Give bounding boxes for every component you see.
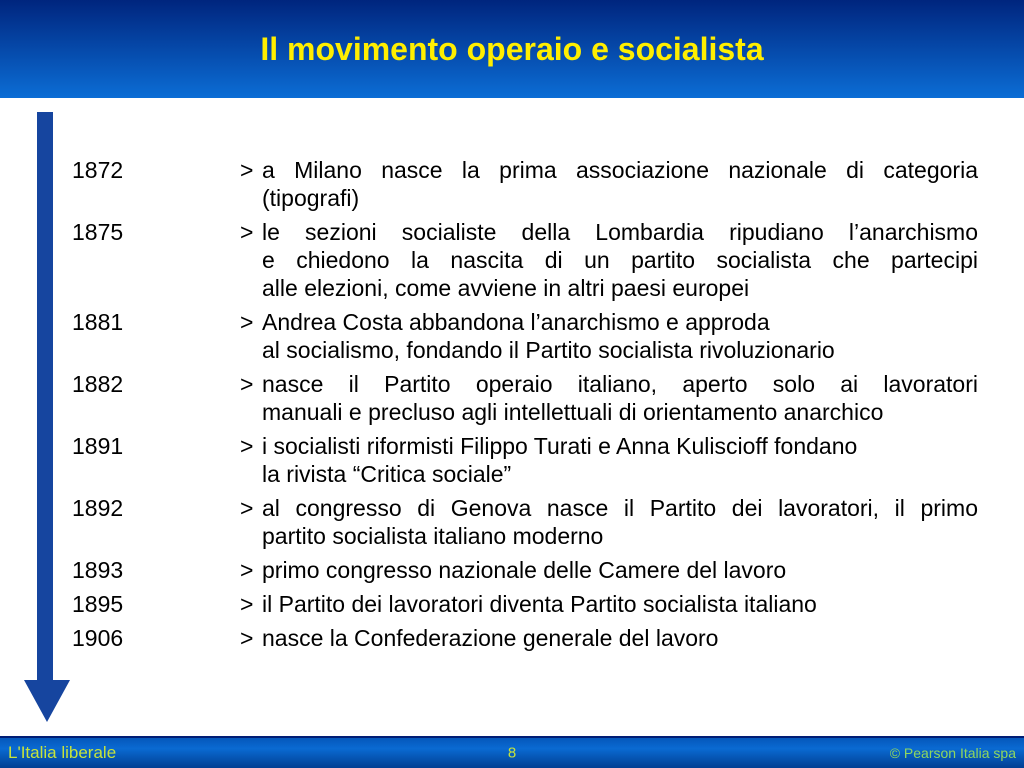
bullet-marker: > (240, 591, 254, 617)
entry-line: al congresso di Genova nasce il Partito dei lavoratori, il primo (262, 495, 978, 521)
entry-year: 1893 (72, 557, 124, 583)
entry-text (262, 556, 978, 584)
entry-text (262, 624, 978, 652)
bullet-marker: > (240, 433, 254, 459)
timeline-entry (72, 590, 978, 618)
timeline-entry (72, 432, 978, 488)
bullet-marker: > (240, 219, 254, 245)
entry-line: Andrea Costa abbandona l’anarchismo e approda (262, 309, 770, 335)
bullet-marker: > (240, 557, 254, 583)
entry-line: manuali e precluso agli intellettuali di orientamento anarchico (262, 399, 884, 425)
entry-text (262, 432, 978, 488)
bullet-marker: > (240, 157, 254, 183)
timeline-entry (72, 556, 978, 584)
timeline-down-arrow-icon (22, 110, 72, 724)
entry-year: 1895 (72, 591, 124, 617)
entry-text (262, 494, 978, 550)
entry-text (262, 218, 978, 302)
bullet-marker: > (240, 309, 254, 335)
entry-line: i socialisti riformisti Filippo Turati e Anna Kuliscioff fondano (262, 433, 858, 459)
timeline-entry (72, 308, 978, 364)
entry-line: nasce la Confederazione generale del lavoro (262, 625, 719, 651)
timeline-entry (72, 624, 978, 652)
entry-line: primo congresso nazionale delle Camere del lavoro (262, 557, 787, 583)
bullet-marker: > (240, 371, 254, 397)
entry-year: 1891 (72, 433, 124, 459)
header-bar (0, 0, 1024, 98)
timeline (72, 156, 978, 658)
page-number: 8 (507, 744, 517, 762)
timeline-entry (72, 218, 978, 302)
entry-text (262, 590, 978, 618)
entry-text (262, 308, 978, 364)
entry-line: le sezioni socialiste della Lombardia ripudiano l’anarchismo (262, 219, 978, 245)
entry-year: 1881 (72, 309, 124, 335)
entry-year: 1875 (72, 219, 124, 245)
copyright-label: © Pearson Italia spa (889, 745, 1016, 761)
entry-year: 1882 (72, 371, 124, 397)
timeline-entry (72, 370, 978, 426)
footer-section-label: L'Italia liberale (8, 743, 117, 762)
entry-year: 1906 (72, 625, 124, 651)
entry-line: a Milano nasce la prima associazione nazionale di categoria (262, 157, 978, 183)
entry-year: 1892 (72, 495, 124, 521)
timeline-entry (72, 156, 978, 212)
entry-text (262, 156, 978, 212)
entry-line: la rivista “Critica sociale” (262, 461, 512, 487)
entry-line: nasce il Partito operaio italiano, aperto solo ai lavoratori (262, 371, 978, 397)
entry-line: (tipografi) (262, 185, 360, 211)
entry-line: alle elezioni, come avviene in altri paesi europei (262, 275, 750, 301)
entry-line: partito socialista italiano moderno (262, 523, 604, 549)
bullet-marker: > (240, 495, 254, 521)
bullet-marker: > (240, 625, 254, 651)
footer-bar (0, 736, 1024, 768)
entry-line: al socialismo, fondando il Partito socialista rivoluzionario (262, 337, 835, 363)
entry-year: 1872 (72, 157, 124, 183)
timeline-entry (72, 494, 978, 550)
entry-line: il Partito dei lavoratori diventa Partito socialista italiano (262, 591, 817, 617)
entry-line: e chiedono la nascita di un partito socialista che partecipi (262, 247, 978, 273)
slide-title: Il movimento operaio e socialista (260, 30, 764, 67)
entry-text (262, 370, 978, 426)
